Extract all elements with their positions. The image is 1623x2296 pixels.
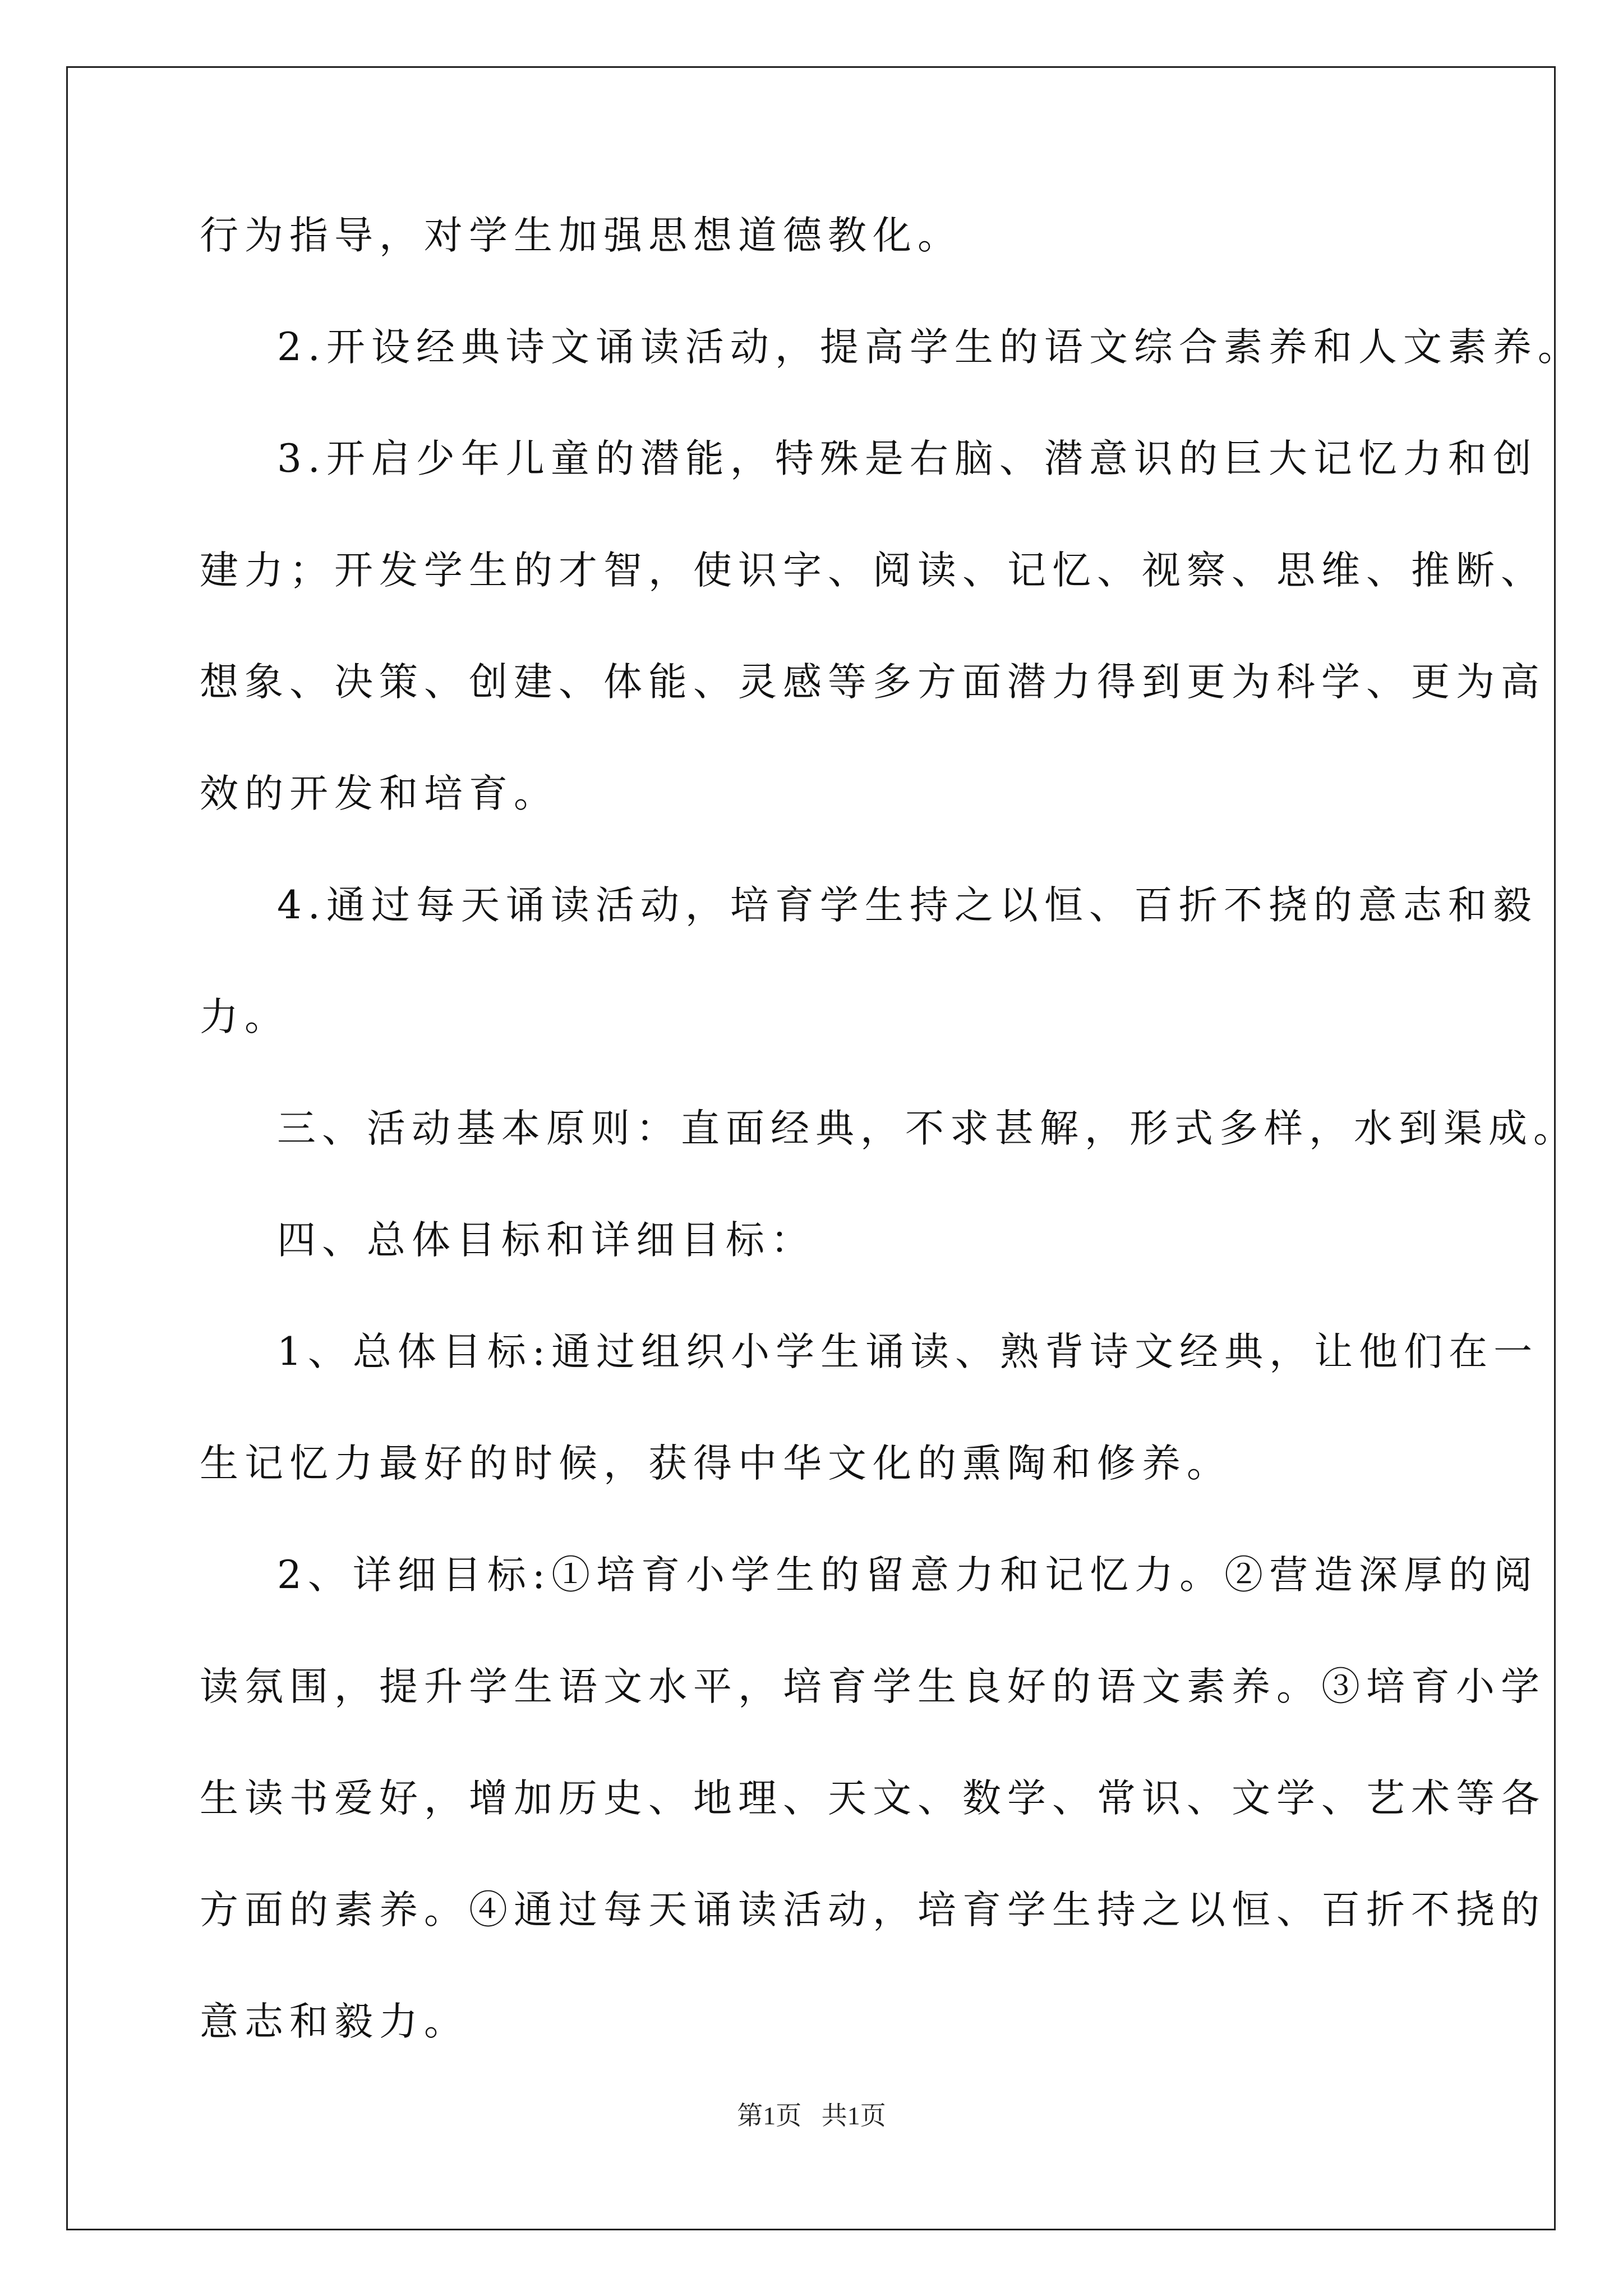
text-line: 生读书爱好，增加历史、地理、天文、数学、常识、文学、艺术等各 [200, 1776, 1546, 1821]
text-line: 效的开发和培育。 [200, 771, 559, 816]
text-line: 2、详细目标:①培育小学生的留意力和记忆力。②营造深厚的阅 [277, 1553, 1539, 1598]
text-line: 读氛围，提升学生语文水平，培育学生良好的语文素养。③培育小学 [200, 1664, 1546, 1709]
page-footer [0, 2095, 1623, 2132]
text-line: 三、活动基本原则：直面经典，不求甚解，形式多样，水到渠成。 [277, 1106, 1578, 1151]
text-line: 4.通过每天诵读活动，培育学生持之以恒、百折不挠的意志和毅 [277, 883, 1538, 928]
text-line: 四、总体目标和详细目标： [277, 1218, 815, 1263]
text-line: 1、总体目标:通过组织小学生诵读、熟背诗文经典，让他们在一 [277, 1329, 1539, 1374]
text-line: 行为指导，对学生加强思想道德教化。 [200, 213, 962, 258]
text-line: 想象、决策、创建、体能、灵感等多方面潜力得到更为科学、更为高 [200, 660, 1546, 705]
page-number: 第1页 [737, 2101, 802, 2130]
text-line: 方面的素养。④通过每天诵读活动，培育学生持之以恒、百折不挠的 [200, 1888, 1546, 1932]
text-line: 力。 [200, 995, 289, 1039]
page-total: 共1页 [821, 2101, 886, 2130]
text-line: 建力；开发学生的才智，使识字、阅读、记忆、视察、思维、推断、 [200, 548, 1546, 593]
text-line: 3.开启少年儿童的潜能，特殊是右脑、潜意识的巨大记忆力和创 [277, 436, 1538, 481]
text-line: 2.开设经典诗文诵读活动，提高学生的语文综合素养和人文素养。 [277, 325, 1583, 370]
text-line: 意志和毅力。 [200, 1999, 469, 2044]
text-line: 生记忆力最好的时候，获得中华文化的熏陶和修养。 [200, 1441, 1232, 1486]
